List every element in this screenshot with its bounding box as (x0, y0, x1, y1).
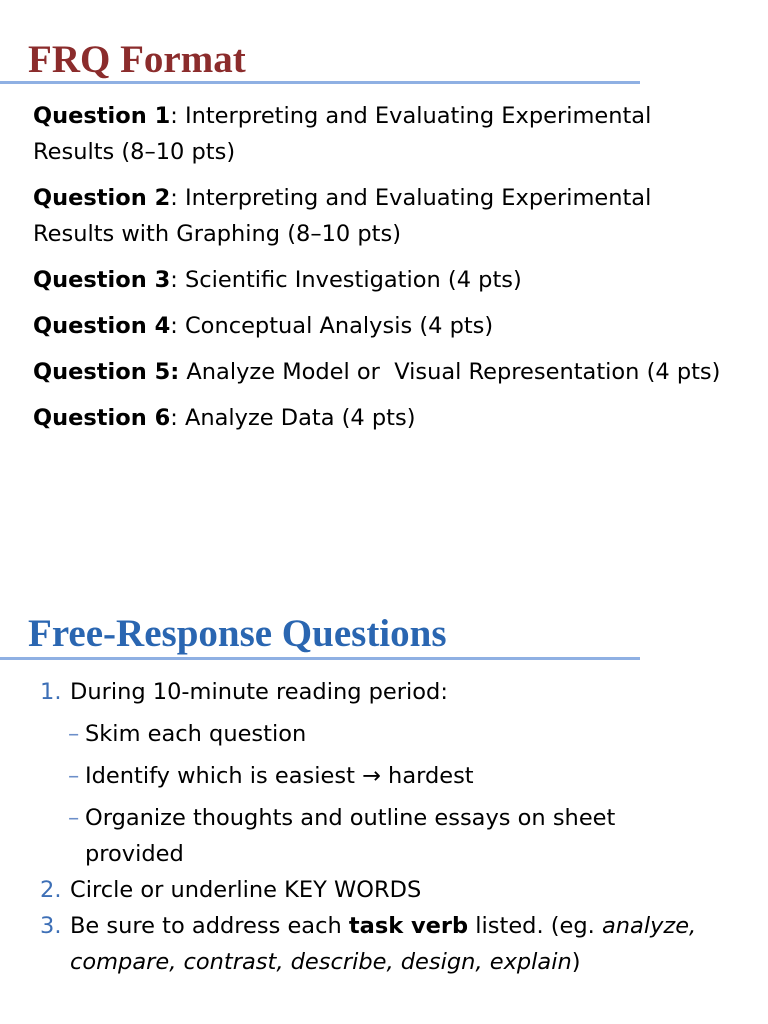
frq-tips-list (40, 674, 740, 980)
list-item-text-post: ) (571, 949, 581, 975)
list-number: 3. (40, 913, 62, 939)
sub-item-text: Organize thoughts and outline essays on sheet provided (85, 805, 616, 867)
list-item-text: During 10-minute reading period: (70, 679, 448, 705)
dash-bullet-icon: – (68, 763, 80, 789)
slide2-title: Free-Response Questions (28, 612, 447, 655)
question-label: Question 4 (33, 313, 171, 339)
list-item-text: Circle or underline KEY WORDS (70, 877, 422, 903)
question-label: Question 5: (33, 359, 180, 385)
list-number: 2. (40, 877, 62, 903)
list-item-text-mid: listed. (eg. (468, 913, 602, 939)
slide2-title-rule (0, 657, 640, 660)
question-text: Scientific Investigation (4 pts) (184, 267, 522, 293)
question-separator: : (170, 313, 185, 339)
list-item-text-pre: Be sure to address each (70, 913, 349, 939)
sub-item (40, 800, 665, 872)
list-item (40, 674, 740, 710)
slide1-title-rule (0, 81, 640, 84)
question-text: Interpreting and Evaluating Experimental Results with Graphing (8–10 pts) (33, 185, 652, 247)
question-text: Analyze Data (4 pts) (184, 405, 416, 431)
question-item (33, 262, 733, 298)
list-number: 1. (40, 679, 62, 705)
task-verb-emphasis: task verb (348, 913, 469, 939)
question-list (33, 98, 733, 446)
sub-item-text: Skim each question (85, 721, 307, 747)
question-item (33, 98, 733, 170)
question-item (33, 400, 733, 436)
question-text: Interpreting and Evaluating Experimental Results (8–10 pts) (33, 103, 652, 165)
question-separator: : (170, 405, 185, 431)
question-text: Analyze Model or Visual Representation (4 pts) (186, 359, 721, 385)
question-label: Question 1 (33, 103, 171, 129)
question-label: Question 6 (33, 405, 171, 431)
sub-item (40, 716, 740, 752)
question-separator: : (170, 185, 185, 211)
dash-bullet-icon: – (68, 805, 80, 831)
sub-item (40, 758, 740, 794)
question-label: Question 2 (33, 185, 171, 211)
dash-bullet-icon: – (68, 721, 80, 747)
sub-item-text: Identify which is easiest → hardest (85, 763, 474, 789)
list-item (40, 872, 740, 908)
question-separator: : (170, 103, 185, 129)
task-verb-examples: analyze, compare, contrast, describe, design, explain (70, 913, 697, 975)
list-item (40, 908, 730, 980)
question-item (33, 308, 733, 344)
question-item (33, 354, 733, 390)
question-label: Question 3 (33, 267, 171, 293)
slide1-title: FRQ Format (28, 38, 246, 81)
question-separator: : (170, 267, 185, 293)
question-text: Conceptual Analysis (4 pts) (184, 313, 494, 339)
question-item (33, 180, 733, 252)
